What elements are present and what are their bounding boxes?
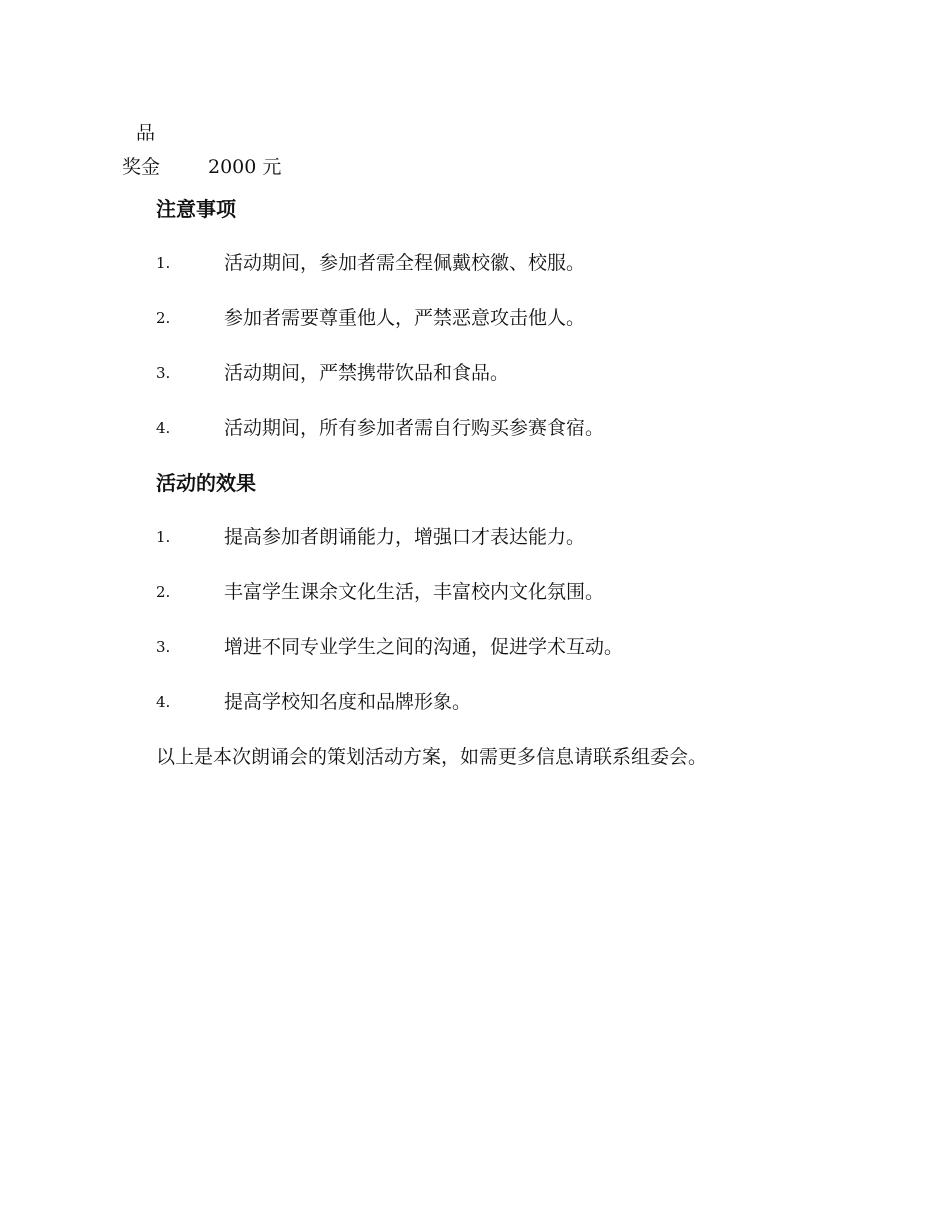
list-number: 3.	[156, 364, 171, 382]
table-cell-prize-item: 品	[136, 122, 156, 144]
list-text: 活动期间，参加者需全程佩戴校徽、校服。	[224, 252, 586, 274]
list-item	[156, 631, 916, 664]
list-number: 2.	[156, 309, 171, 327]
list-item	[156, 686, 916, 719]
list-item	[156, 412, 916, 445]
prize-label: 奖金	[122, 156, 161, 178]
list-text: 参加者需要尊重他人，严禁恶意攻击他人。	[224, 307, 586, 329]
list-text: 活动期间，严禁携带饮品和食品。	[224, 362, 510, 384]
list-text: 增进不同专业学生之间的沟通，促进学术互动。	[224, 636, 624, 658]
list-number: 4.	[156, 693, 171, 711]
list-number: 1.	[156, 254, 171, 272]
list-item	[156, 247, 916, 280]
document-body	[156, 193, 916, 774]
effects-heading: 活动的效果	[156, 471, 256, 495]
effects-list	[156, 521, 916, 719]
list-text: 提高学校知名度和品牌形象。	[224, 691, 472, 713]
notes-list	[156, 247, 916, 445]
prize-value: 2000 元	[208, 156, 282, 178]
list-item	[156, 302, 916, 335]
list-item	[156, 521, 916, 554]
list-text: 提高参加者朗诵能力，增强口才表达能力。	[224, 526, 586, 548]
list-number: 1.	[156, 528, 171, 546]
list-number: 3.	[156, 638, 171, 656]
notes-heading: 注意事项	[156, 197, 236, 221]
list-number: 2.	[156, 583, 171, 601]
list-text: 活动期间，所有参加者需自行购买参赛食宿。	[224, 417, 605, 439]
list-number: 4.	[156, 419, 171, 437]
table-row-prize-money	[122, 152, 281, 179]
closing-paragraph: 以上是本次朗诵会的策划活动方案，如需更多信息请联系组委会。	[156, 746, 708, 768]
list-item	[156, 576, 916, 609]
list-item	[156, 357, 916, 390]
list-text: 丰富学生课余文化生活，丰富校内文化氛围。	[224, 581, 605, 603]
